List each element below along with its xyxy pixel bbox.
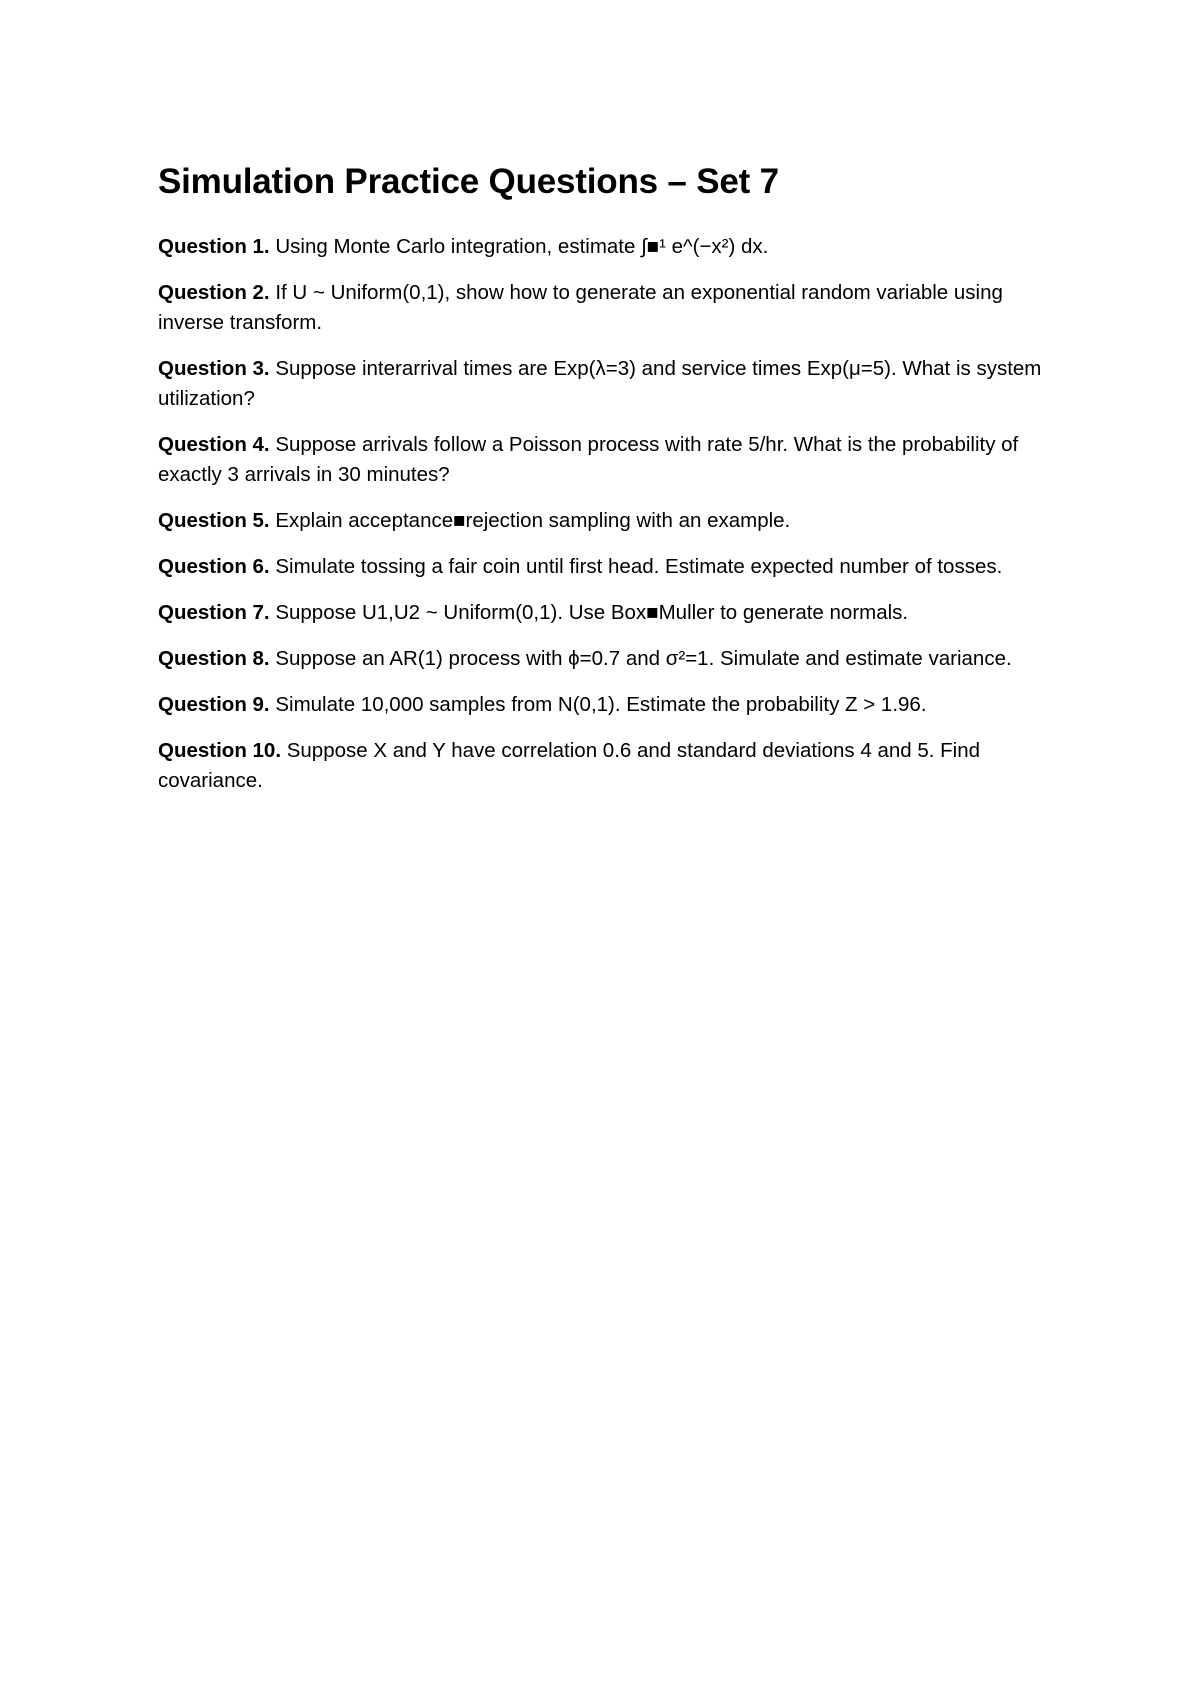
- question-6: [158, 552, 1058, 582]
- question-label: Question 8.: [158, 647, 270, 670]
- document-body: [158, 160, 1058, 812]
- question-label: Question 9.: [158, 693, 270, 716]
- question-text: Simulate tossing a fair coin until first head. Estimate expected number of tosses.: [269, 555, 1003, 578]
- question-text: Suppose interarrival times are Exp(λ=3) and service times Exp(μ=5). What is system utilization?: [158, 357, 1042, 410]
- question-5: [158, 506, 1058, 536]
- question-1: [158, 232, 1058, 262]
- question-label: Question 7.: [158, 601, 270, 624]
- question-label: Question 1.: [158, 235, 270, 258]
- question-label: Question 4.: [158, 433, 270, 456]
- question-8: [158, 644, 1058, 674]
- question-text: Using Monte Carlo integration, estimate ∫■¹ e^(−x²) dx.: [269, 235, 769, 258]
- question-label: Question 2.: [158, 281, 270, 304]
- question-9: [158, 690, 1058, 720]
- question-10: [158, 736, 1058, 796]
- question-text: Suppose an AR(1) process with ϕ=0.7 and σ²=1. Simulate and estimate variance.: [269, 647, 1012, 670]
- question-4: [158, 430, 1058, 490]
- question-label: Question 10.: [158, 739, 282, 762]
- question-text: Explain acceptance■rejection sampling with an example.: [269, 509, 791, 532]
- question-text: If U ~ Uniform(0,1), show how to generate an exponential random variable using inverse transform.: [158, 281, 1003, 334]
- question-label: Question 5.: [158, 509, 270, 532]
- question-text: Suppose U1,U2 ~ Uniform(0,1). Use Box■Muller to generate normals.: [269, 601, 909, 624]
- question-2: [158, 278, 1058, 338]
- question-7: [158, 598, 1058, 628]
- question-label: Question 6.: [158, 555, 270, 578]
- question-text: Suppose X and Y have correlation 0.6 and standard deviations 4 and 5. Find covariance.: [158, 739, 981, 792]
- question-text: Suppose arrivals follow a Poisson process with rate 5/hr. What is the probability of exactly 3 arrivals in 30 minutes?: [158, 433, 1019, 486]
- question-text: Simulate 10,000 samples from N(0,1). Estimate the probability Z > 1.96.: [269, 693, 927, 716]
- question-3: [158, 354, 1058, 414]
- question-label: Question 3.: [158, 357, 270, 380]
- page-title: Simulation Practice Questions – Set 7: [158, 162, 779, 201]
